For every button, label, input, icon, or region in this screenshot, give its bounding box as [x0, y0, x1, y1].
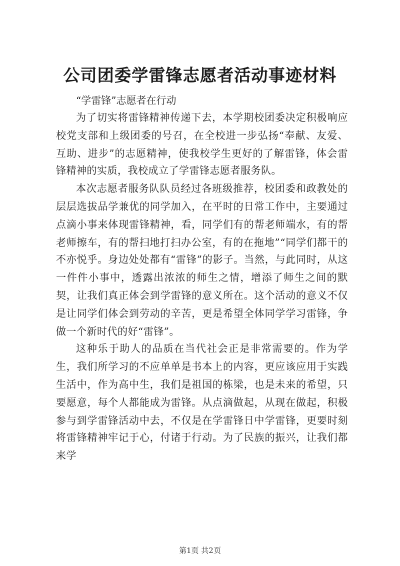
document-subtitle: “学雷锋”志愿者在行动: [76, 96, 177, 107]
document-body: [56, 110, 348, 466]
page-number-footer: 第1页 共2页: [179, 546, 221, 555]
body-paragraph: 为了切实将雷锋精神传递下去，本学期校团委决定积极响应校党支部和上级团委的号召，在全校进一步弘扬“奉献、友爱、互助、进步”的志愿精神，使我校学生更好的了解雷锋，体会雷锋精神的实质，我校成立了学雷锋志愿者服务队。: [56, 113, 348, 178]
body-paragraph: 这种乐于助人的品质在当代社会正是非常需要的。作为学生，我们所学习的不应单单是书本上的内容，更应该应用于实践生活中，作为高中生，我们是祖国的栋梁，也是未来的希望，只要愿意，每个人都能成为雷锋。从点滴做起，从现在做起，积极参与到学雷锋活动中去，不仅是在学雷锋日中学雷锋，更要时刻将雷锋精神牢记于心，付诸于行动。为了民族的振兴，让我们都来学: [56, 344, 348, 463]
body-paragraph: 本次志愿者服务队队员经过各班级推荐，校团委和政教处的层层选拔品学兼优的同学加入，在平时的日常工作中，主要通过点滴小事来体现雷锋精神，看，同学们有的帮老师端水，有的帮老师擦车，有的帮扫地打扫办公室，有的在拖地”“同学们都干的不亦悦乎。身边处处都有“雷锋”的影子。当然，与此同时，从这一件件小事中，透露出浓浓的师生之情，增添了师生之间的默契，让我们真正体会到学雷锋的意义所在。这个活动的意义不仅是让同学们体会到劳动的辛苦，更是希望全体同学学习雷锋，争做一个新时代的好“雷锋”。: [56, 184, 348, 338]
document-title: 公司团委学雷锋志愿者活动事迹材料: [63, 66, 337, 85]
